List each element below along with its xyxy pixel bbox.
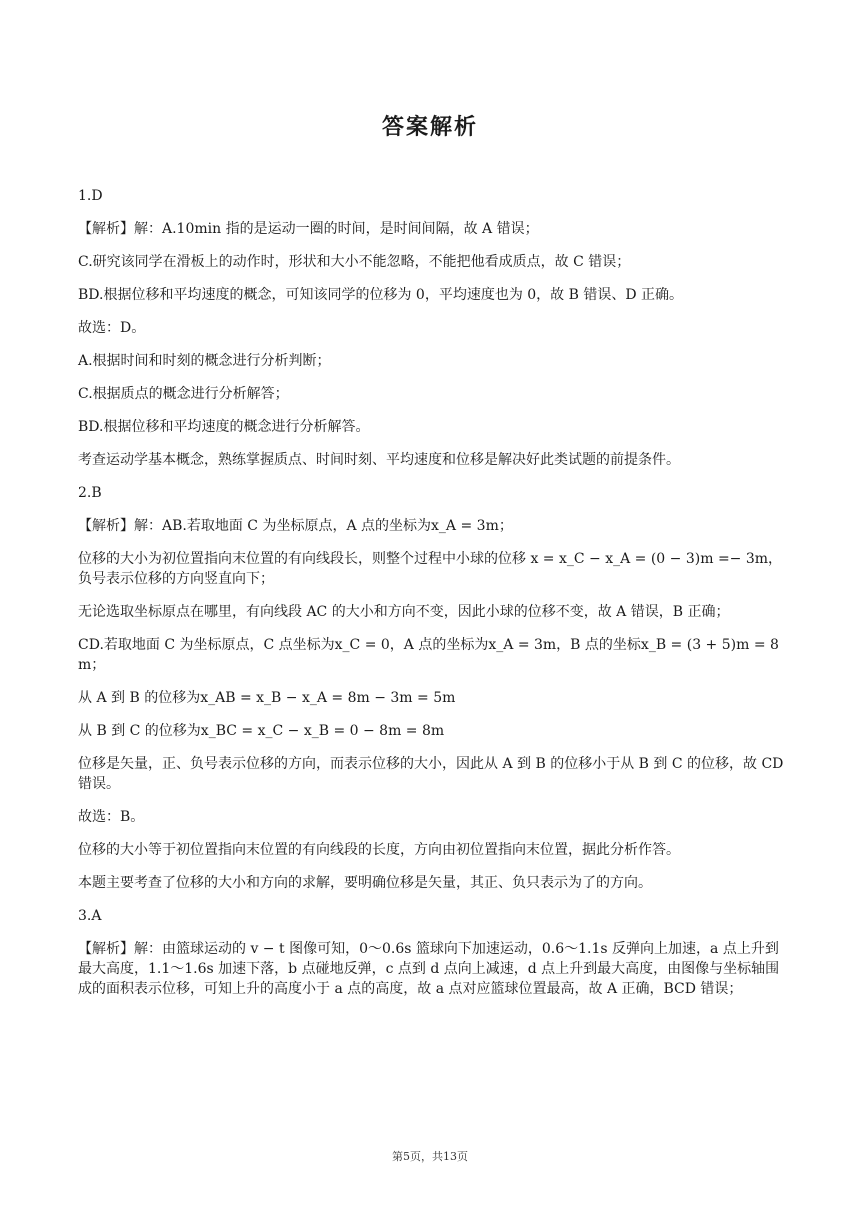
answer-line: CD.若取地面 C 为坐标原点，C 点坐标为x_C = 0，A 点的坐标为x_A = 3m，B 点的坐标x_B = (3 + 5)m = 8m； (78, 637, 779, 673)
answer-line: 【解析】解：A.10min 指的是运动一圈的时间，是时间间隔，故 A 错误； (78, 221, 539, 237)
answer-line: BD.根据位移和平均速度的概念进行分析解答。 (78, 419, 370, 435)
answer-line: C.研究该同学在滑板上的动作时，形状和大小不能忽略，不能把他看成质点，故 C 错误； (78, 254, 631, 270)
question-number: 2.B (78, 485, 102, 501)
question-number: 3.A (78, 908, 102, 924)
answer-line: BD.根据位移和平均速度的概念，可知该同学的位移为 0，平均速度也为 0，故 B 错误、D 正确。 (78, 287, 684, 303)
answer-line: 本题主要考查了位移的大小和方向的求解，要明确位移是矢量，其正、负只表示为了的方向。 (78, 875, 652, 891)
answer-line: 从 B 到 C 的位移为x_BC = x_C − x_B = 0 − 8m = 8m (78, 723, 445, 739)
answer-line: 故选：B。 (78, 809, 145, 825)
answer-line: 位移的大小为初位置指向末位置的有向线段长，则整个过程中小球的位移 x = x_C − x_A = (0 − 3)m =− 3m，负号表示位移的方向竖直向下； (78, 551, 783, 587)
answer-body (78, 186, 788, 1012)
answer-line: 无论选取坐标原点在哪里，有向线段 AC 的大小和方向不变，因此小球的位移不变，故 A 错误，B 正确； (78, 604, 730, 620)
answer-line: 从 A 到 B 的位移为x_AB = x_B − x_A = 8m − 3m = 5m (78, 690, 456, 706)
answer-line: C.根据质点的概念进行分析解答； (78, 386, 289, 402)
page-footer: 第5页，共13页 (392, 1150, 468, 1163)
page-title: 答案解析 (381, 115, 478, 140)
answer-line: 【解析】解：由篮球运动的 v − t 图像可知，0～0.6s 篮球向下加速运动，0.6～1.1s 反弹向上加速，a 点上升到最大高度，1.1～1.6s 加速下落，b 点碰地反弹，c 点到 d 点向上减速，d 点上升到最大高度，由图像与坐标轴围成的面积表示位移，可知上升的高度小于 a 点的高度，故 a 点对应篮球位置最高，故 A 正确，BCD 错误； (78, 941, 780, 997)
answer-line: 故选：D。 (78, 320, 146, 336)
answer-line: 【解析】解：AB.若取地面 C 为坐标原点，A 点的坐标为x_A = 3m； (78, 518, 513, 534)
question-number: 1.D (78, 188, 103, 204)
answer-line: 位移是矢量，正、负号表示位移的方向，而表示位移的大小，因此从 A 到 B 的位移小于从 B 到 C 的位移，故 CD 错误。 (78, 756, 784, 792)
answer-line: 位移的大小等于初位置指向末位置的有向线段的长度，方向由初位置指向末位置，据此分析作答。 (78, 842, 680, 858)
answer-line: A.根据时间和时刻的概念进行分析判断； (78, 353, 331, 369)
answer-line: 考查运动学基本概念，熟练掌握质点、时间时刻、平均速度和位移是解决好此类试题的前提条件。 (78, 452, 680, 468)
